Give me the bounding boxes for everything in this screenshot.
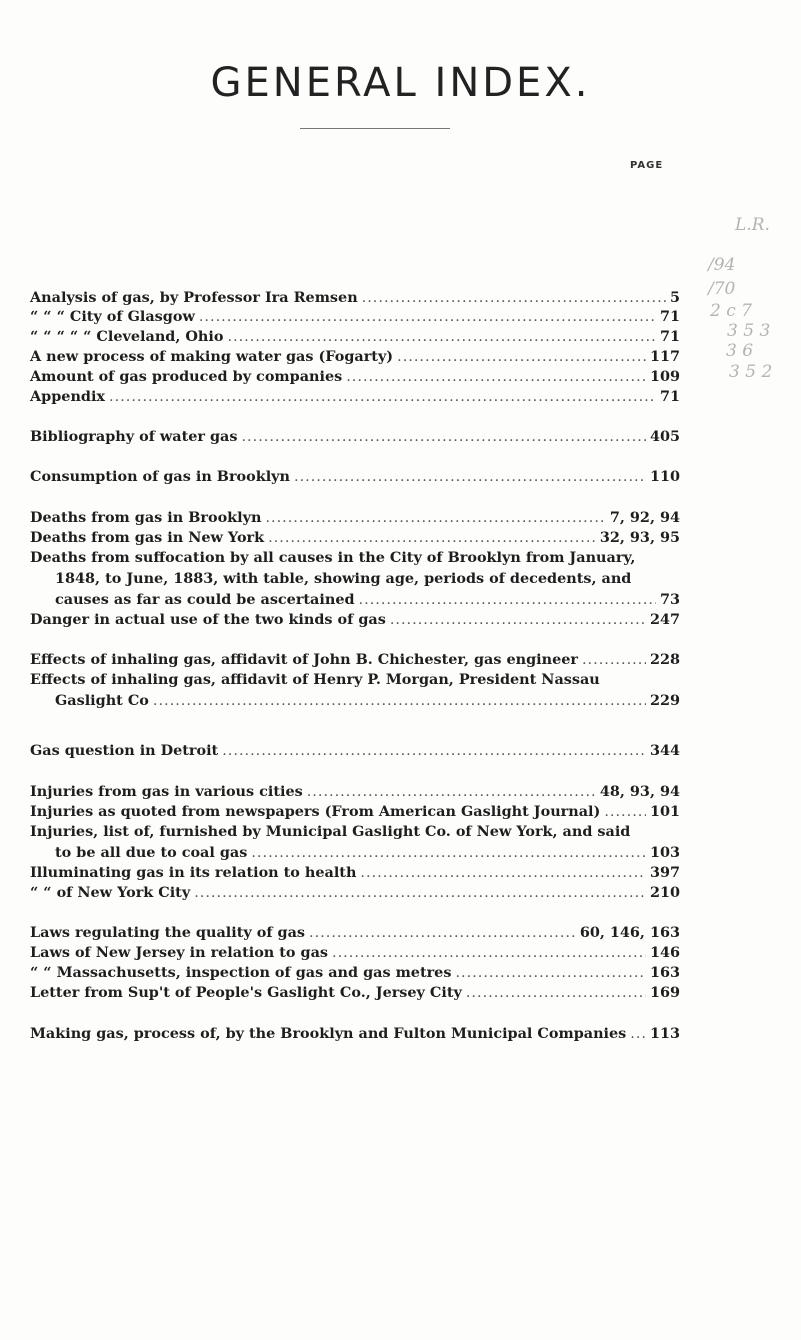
entry-text: Consumption of gas in Brooklyn <box>30 468 290 485</box>
page-number: 103 <box>649 843 680 861</box>
entry-line <box>30 610 680 631</box>
entry-text: “ “ “ “ “ Cleveland, Ohio <box>30 328 224 345</box>
index-entry-illuminating <box>30 863 680 884</box>
dot-leader <box>227 327 656 348</box>
page-number: 146 <box>649 944 680 961</box>
index-entry-consumption <box>30 467 680 488</box>
dot-leader <box>630 1024 646 1045</box>
entry-line <box>30 467 680 488</box>
index-entry-laws-mass <box>30 963 680 984</box>
margin-note: L.R. <box>735 215 770 235</box>
entry-line <box>30 822 680 843</box>
entry-text: Effects of inhaling gas, affidavit of Henry P. Morgan, President Nassau <box>30 671 600 688</box>
entry-line <box>30 843 680 864</box>
entry-line <box>30 528 680 549</box>
page-number: 113 <box>649 1025 680 1042</box>
entry-line <box>30 327 680 348</box>
dot-leader <box>265 508 605 529</box>
index-entry-analysis-cleveland <box>30 327 680 348</box>
page-number: 110 <box>649 468 680 485</box>
entry-text: Deaths from gas in New York <box>30 529 265 546</box>
index-entry-amount <box>30 367 680 388</box>
entry-text: “ “ of New York City <box>30 884 191 901</box>
entry-line <box>30 741 680 762</box>
entry-line <box>30 1024 680 1045</box>
entry-text: causes as far as could be ascertained <box>55 590 355 608</box>
entry-text: Danger in actual use of the two kinds of gas <box>30 611 386 628</box>
entry-text: 1848, to June, 1883, with table, showing age, periods of decedents, and <box>55 569 632 587</box>
entry-text: Deaths from gas in Brooklyn <box>30 509 262 526</box>
entry-line <box>30 367 680 388</box>
margin-note: /70 <box>708 279 736 299</box>
entry-line <box>30 347 680 368</box>
entry-line <box>30 670 680 691</box>
index-entry-illuminating-ny <box>30 883 680 904</box>
margin-note: /94 <box>708 255 736 275</box>
entry-text: Amount of gas produced by companies <box>30 368 343 385</box>
entry-line <box>30 307 680 328</box>
page-number: 397 <box>649 864 680 881</box>
entry-text: Injuries from gas in various cities <box>30 783 303 800</box>
entry-text: Injuries as quoted from newspapers (From American Gaslight Journal) <box>30 803 601 820</box>
entry-line <box>30 863 680 884</box>
dot-leader <box>466 983 646 1004</box>
dot-leader <box>307 782 596 803</box>
page-title: GENERAL INDEX. <box>210 60 591 106</box>
entry-text: Bibliography of water gas <box>30 428 238 445</box>
entry-line <box>30 427 680 448</box>
page-number: 71 <box>659 308 680 325</box>
entry-text: “ “ “ City of Glasgow <box>30 308 195 325</box>
entry-text: Deaths from suffocation by all causes in the City of Brooklyn from January, <box>30 549 636 566</box>
page-number: 73 <box>659 590 680 608</box>
dot-leader <box>397 347 646 368</box>
entry-line <box>30 691 680 712</box>
index-entry-injuries-newspapers <box>30 802 680 823</box>
page-number: 169 <box>649 984 680 1001</box>
entry-text: to be all due to coal gas <box>55 843 248 861</box>
index-entry-injuries-list <box>30 822 680 864</box>
index-entry-analysis <box>30 288 680 309</box>
entry-line <box>30 650 680 671</box>
page-number: 405 <box>649 428 680 445</box>
margin-note: 3 5 3 <box>727 321 771 341</box>
page-number: 344 <box>649 742 680 759</box>
margin-note: 2 c 7 <box>710 301 752 321</box>
dot-leader <box>222 741 646 762</box>
index-entry-bibliography <box>30 427 680 448</box>
page-number: 228 <box>649 651 680 668</box>
dot-leader <box>455 963 646 984</box>
entry-text: Letter from Sup't of People's Gaslight Co., Jersey City <box>30 984 462 1001</box>
page-number: 109 <box>649 368 680 385</box>
entry-line <box>30 548 680 569</box>
entry-text: A new process of making water gas (Fogarty) <box>30 348 394 365</box>
dot-leader <box>309 923 576 944</box>
entry-text: Analysis of gas, by Professor Ira Remsen <box>30 289 358 306</box>
index-entry-deaths-ny <box>30 528 680 549</box>
index-entry-effects-morgan <box>30 670 680 712</box>
entry-line <box>30 983 680 1004</box>
page-number: 210 <box>649 884 680 901</box>
index-entry-danger <box>30 610 680 631</box>
dot-leader <box>390 610 646 631</box>
entry-line <box>30 387 680 408</box>
entry-line <box>30 963 680 984</box>
dot-leader <box>268 528 596 549</box>
page-number: 71 <box>659 328 680 345</box>
index-entry-laws-quality <box>30 923 680 944</box>
page-column-header: PAGE <box>630 160 664 171</box>
dot-leader <box>362 288 666 309</box>
entry-text: Making gas, process of, by the Brooklyn and Fulton Municipal Companies <box>30 1025 627 1042</box>
index-entry-deaths-brooklyn <box>30 508 680 529</box>
page-number: 229 <box>649 691 680 709</box>
dot-leader <box>359 590 656 611</box>
dot-leader <box>153 691 646 712</box>
index-entry-gas-question <box>30 741 680 762</box>
index-entry-analysis-glasgow <box>30 307 680 328</box>
dot-leader <box>582 650 646 671</box>
margin-note: 3 6 <box>726 341 754 361</box>
index-entry-deaths-suffocation <box>30 548 680 610</box>
index-entry-injuries-cities <box>30 782 680 803</box>
entry-text: Appendix <box>30 388 106 405</box>
index-entry-making-gas <box>30 1024 680 1045</box>
page-number: 7, 92, 94 <box>609 509 680 526</box>
page-number: 32, 93, 95 <box>599 529 680 546</box>
entry-line <box>30 569 680 590</box>
dot-leader <box>294 467 646 488</box>
page-number: 48, 93, 94 <box>599 783 680 800</box>
index-entry-new-process <box>30 347 680 368</box>
entry-line <box>30 508 680 529</box>
page-number: 117 <box>649 348 680 365</box>
page-number: 101 <box>649 803 680 820</box>
entry-line <box>30 923 680 944</box>
dot-leader <box>194 883 646 904</box>
entry-line <box>30 883 680 904</box>
page-number: 247 <box>649 611 680 628</box>
page-number: 163 <box>649 964 680 981</box>
dot-leader <box>109 387 656 408</box>
entry-line <box>30 943 680 964</box>
entry-text: Gas question in Detroit <box>30 742 219 759</box>
dot-leader <box>332 943 646 964</box>
entry-line <box>30 782 680 803</box>
index-entry-laws-nj <box>30 943 680 964</box>
entry-text: Laws of New Jersey in relation to gas <box>30 944 329 961</box>
index-entry-letter <box>30 983 680 1004</box>
margin-note: 3 5 2 <box>729 362 773 382</box>
page-number: 71 <box>659 388 680 405</box>
entry-text: Injuries, list of, furnished by Municipal Gaslight Co. of New York, and said <box>30 823 631 840</box>
entry-line <box>30 802 680 823</box>
page-number: 60, 146, 163 <box>579 924 680 941</box>
index-entry-appendix <box>30 387 680 408</box>
entry-line <box>30 590 680 611</box>
dot-leader <box>251 843 646 864</box>
dot-leader <box>199 307 656 328</box>
page-number: 5 <box>669 289 680 306</box>
entry-text: Gaslight Co <box>55 691 149 709</box>
entry-text: Laws regulating the quality of gas <box>30 924 306 941</box>
index-entry-effects-chichester <box>30 650 680 671</box>
dot-leader <box>346 367 646 388</box>
dot-leader <box>604 802 646 823</box>
entry-line <box>30 288 680 309</box>
dot-leader <box>241 427 645 448</box>
entry-text: Effects of inhaling gas, affidavit of John B. Chichester, gas engineer <box>30 651 578 668</box>
entry-text: “ “ Massachusetts, inspection of gas and gas metres <box>30 964 452 981</box>
dot-leader <box>360 863 646 884</box>
entry-text: Illuminating gas in its relation to health <box>30 864 357 881</box>
